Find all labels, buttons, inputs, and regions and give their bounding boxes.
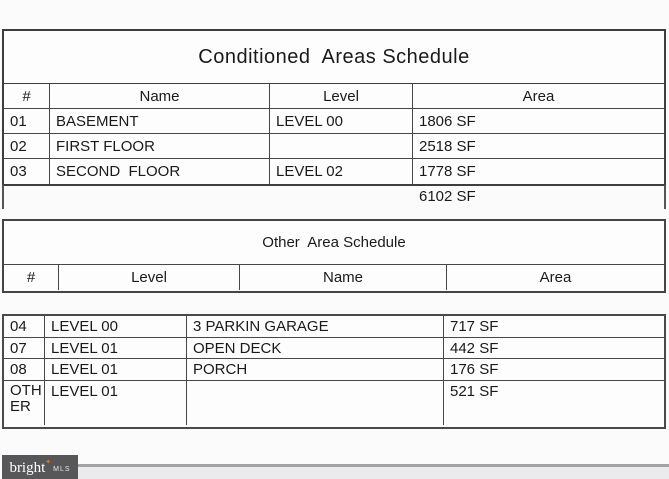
cell-num: 02 bbox=[4, 134, 50, 158]
bright-mls-logo bbox=[2, 455, 78, 479]
table-row bbox=[4, 109, 664, 134]
cell-level bbox=[270, 134, 413, 158]
cell-level: LEVEL 00 bbox=[45, 316, 187, 337]
cell-level: LEVEL 00 bbox=[270, 109, 413, 133]
cell-num: 08 bbox=[4, 359, 45, 380]
cell-area: 442 SF bbox=[450, 339, 499, 357]
cell-area: 717 SF bbox=[450, 318, 499, 335]
table-row bbox=[4, 338, 664, 359]
cell-num: OTHER bbox=[4, 381, 45, 425]
column-header-num: # bbox=[4, 265, 59, 290]
table-row bbox=[4, 316, 664, 338]
cell-name: PORCH bbox=[187, 359, 444, 380]
column-header-name: Name bbox=[240, 265, 447, 290]
cell-num: 03 bbox=[4, 159, 50, 184]
conditioned-schedule-header-row bbox=[4, 84, 664, 109]
table-row bbox=[4, 159, 664, 184]
bright-mls-logo-text: bright✦ bbox=[9, 457, 52, 476]
cell-name: SECOND FLOOR bbox=[50, 159, 270, 184]
cell-num: 04 bbox=[4, 316, 45, 337]
other-schedule-header-row bbox=[4, 265, 664, 290]
cell-area: 521 SF bbox=[450, 383, 499, 400]
conditioned-areas-schedule-table bbox=[2, 29, 666, 186]
column-header-level: Level bbox=[270, 84, 413, 108]
spark-icon: ✦ bbox=[45, 457, 52, 466]
conditioned-schedule-title: Conditioned Areas Schedule bbox=[4, 31, 664, 84]
cell-level: LEVEL 01 bbox=[45, 381, 187, 425]
footer-scroll-strip bbox=[77, 467, 669, 479]
table-row bbox=[4, 134, 664, 159]
cell-name: OPEN DECK bbox=[187, 338, 444, 358]
cell-num: 01 bbox=[4, 109, 50, 133]
conditioned-schedule-total-row bbox=[2, 185, 666, 209]
cell-num: 07 bbox=[4, 338, 45, 358]
column-header-area: Area bbox=[539, 269, 572, 286]
other-area-schedule-rows-table bbox=[2, 314, 666, 429]
column-header-name: Name bbox=[50, 84, 270, 108]
total-area-value: 6102 SF bbox=[419, 188, 476, 205]
cell-level: LEVEL 01 bbox=[45, 338, 187, 358]
cell-area: 1778 SF bbox=[419, 163, 476, 180]
column-header-num: # bbox=[4, 84, 50, 108]
other-schedule-title: Other Area Schedule bbox=[4, 221, 664, 265]
table-row bbox=[4, 359, 664, 381]
other-area-schedule-header-table bbox=[2, 219, 666, 293]
column-header-level: Level bbox=[59, 265, 240, 290]
cell-name: FIRST FLOOR bbox=[50, 134, 270, 158]
cell-area: 1806 SF bbox=[419, 112, 476, 130]
cell-level: LEVEL 02 bbox=[270, 159, 413, 184]
cell-name: 3 PARKIN GARAGE bbox=[187, 316, 444, 337]
column-header-area: Area bbox=[522, 87, 555, 105]
cell-name bbox=[187, 381, 444, 425]
cell-area: 176 SF bbox=[450, 361, 499, 378]
cell-name: BASEMENT bbox=[50, 109, 270, 133]
table-row bbox=[4, 381, 664, 425]
cell-level: LEVEL 01 bbox=[45, 359, 187, 380]
bright-mls-logo-suffix: MLS bbox=[53, 465, 71, 473]
cell-area: 2518 SF bbox=[419, 137, 476, 155]
